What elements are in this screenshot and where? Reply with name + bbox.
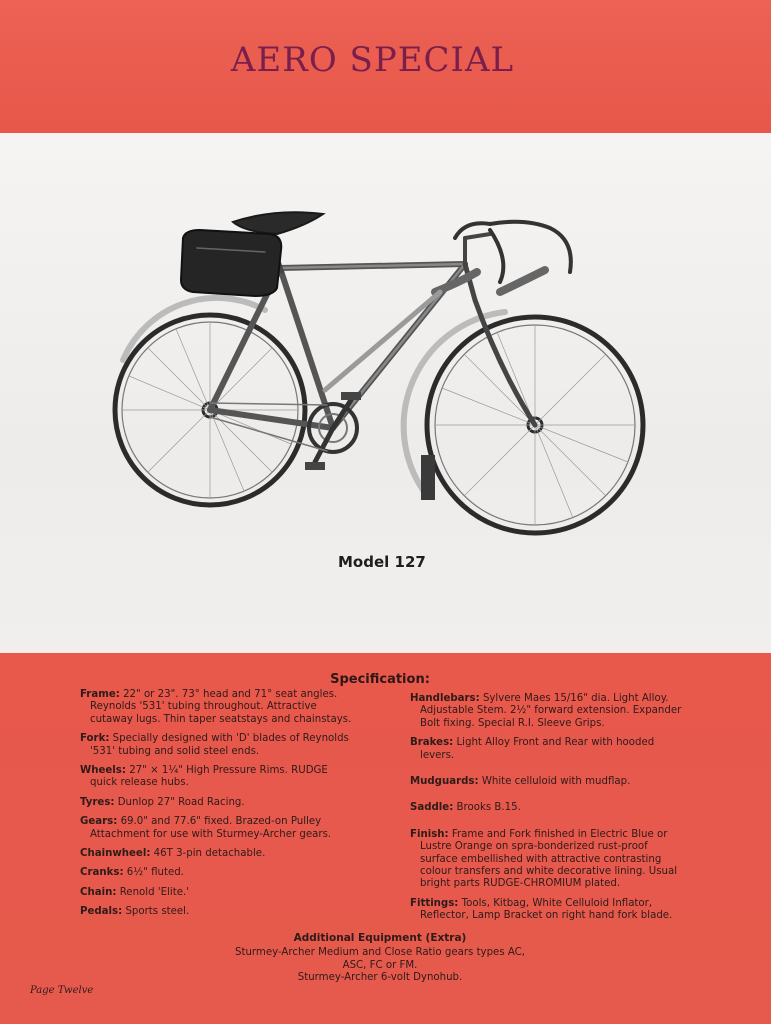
spec-left-column xyxy=(80,689,352,926)
spec-right-column xyxy=(410,693,682,930)
spec-item-fork: Fork: Specially designed with 'D' blades of Reynolds '531' tubing and solid steel ends. xyxy=(80,733,349,757)
additional-equipment-list xyxy=(230,947,530,985)
spec-item-tyres: Tyres: Dunlop 27" Road Racing. xyxy=(80,796,245,808)
spec-item-finish: Finish: Frame and Fork finished in Electric Blue or Lustre Orange on spra-bonderized rust-proof surface embellished with attractive contrasting colour transfers and white decorative lining. Usual bright parts RUDGE-CHROMIUM plated. xyxy=(410,828,678,890)
bicycle-illustration xyxy=(105,200,665,560)
spec-item-cranks: Cranks: 6½" fluted. xyxy=(80,867,184,879)
page-title: AERO SPECIAL xyxy=(230,40,515,80)
spec-item-brakes: Brakes: Light Alloy Front and Rear with hooded levers. xyxy=(410,737,655,761)
specification-title: Specification: xyxy=(330,672,430,687)
spec-item-chain: Chain: Renold 'Elite.' xyxy=(80,886,189,898)
page-number: Page Twelve xyxy=(30,985,94,996)
additional-equipment-line: Sturmey-Archer Medium and Close Ratio gears types AC, ASC, FC or FM. xyxy=(234,947,526,971)
spec-item-fittings: Fittings: Tools, Kitbag, White Celluloid Inflator, Reflector, Lamp Bracket on right hand fork blade. xyxy=(410,897,673,922)
additional-equipment-title: Additional Equipment (Extra) xyxy=(293,932,467,944)
spec-item-frame: Frame: 22" or 23". 73° head and 71° seat angles. Reynolds '531' tubing throughout. Attractive cutaway lugs. Thin taper seatstays and chainstays. xyxy=(80,689,352,725)
spec-item-pedals: Pedals: Sports steel. xyxy=(80,906,190,918)
additional-equipment-line: Sturmey-Archer 6-volt Dynohub. xyxy=(297,972,463,984)
spec-item-handlebars: Handlebars: Sylvere Maes 15/16" dia. Light Alloy. Adjustable Stem. 2½" forward extension. Expander Bolt fixing. Special R.I. Sleeve Grips. xyxy=(410,693,682,729)
spec-item-wheels: Wheels: 27" × 1¼" High Pressure Rims. RUDGE quick release hubs. xyxy=(80,765,328,789)
spec-item-chainwheel: Chainwheel: 46T 3-pin detachable. xyxy=(80,848,266,860)
spec-item-mudguards: Mudguards: White celluloid with mudflap. xyxy=(410,776,631,788)
model-caption: Model 127 xyxy=(338,553,426,571)
spec-item-saddle: Saddle: Brooks B.15. xyxy=(410,802,521,814)
spec-item-gears: Gears: 69.0" and 77.6" fixed. Brazed-on Pulley Attachment for use with Sturmey-Archer gears. xyxy=(80,816,332,840)
